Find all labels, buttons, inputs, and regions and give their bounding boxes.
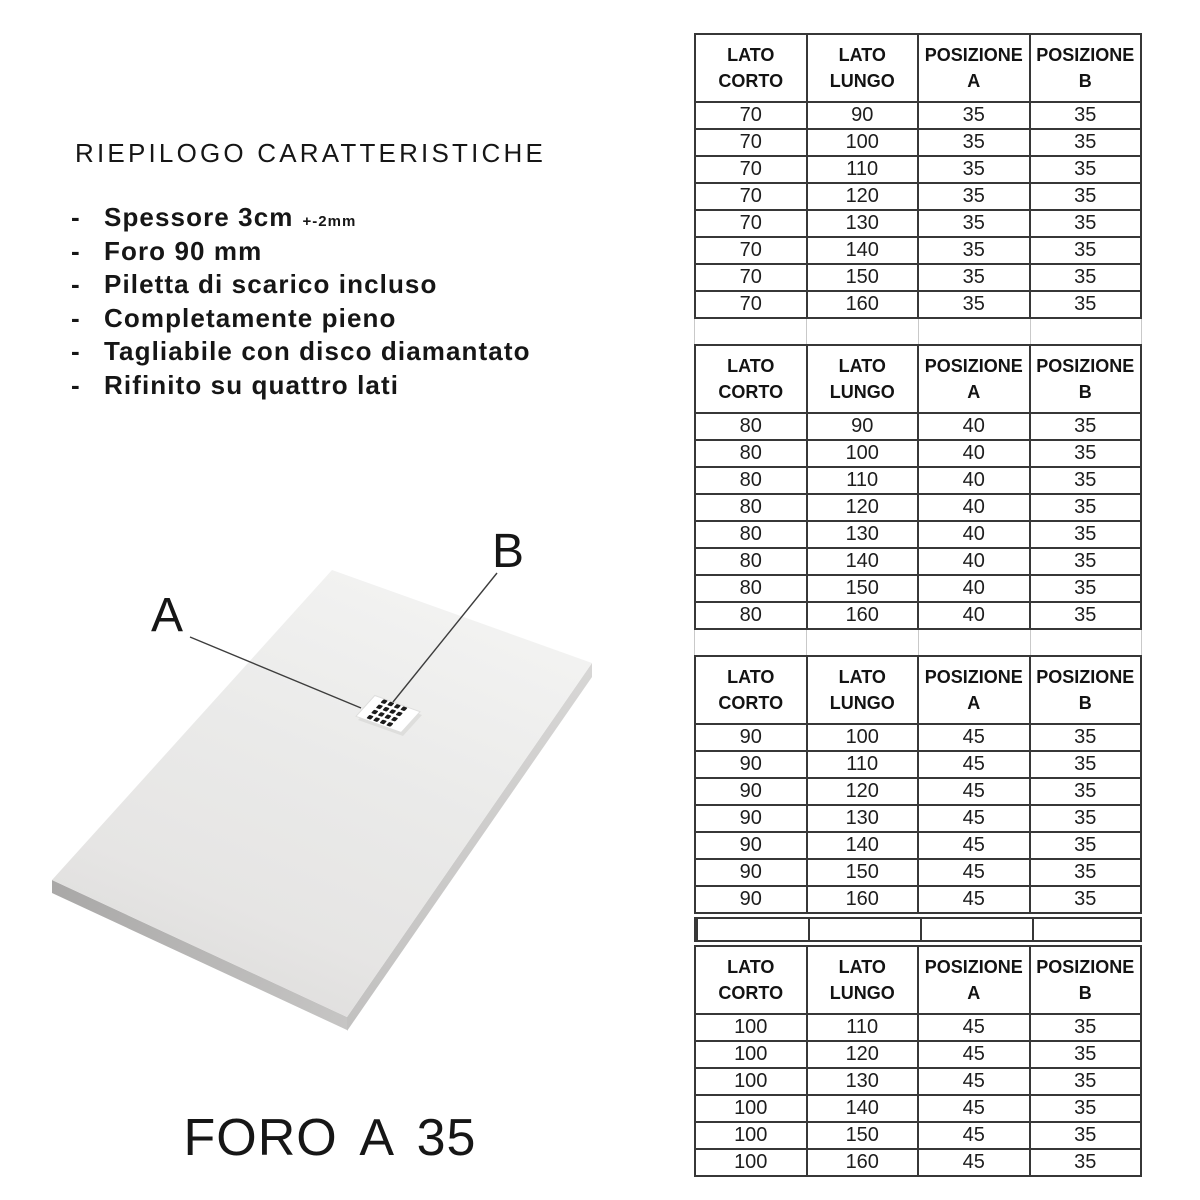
header-row: [695, 656, 1141, 724]
column-header-line2: A: [967, 983, 981, 1003]
size-cell: 45: [918, 1014, 1030, 1041]
size-cell: 35: [1030, 575, 1142, 602]
column-header: [918, 345, 1030, 413]
column-header-line1: POSIZIONE: [1036, 667, 1135, 687]
size-cell: 90: [695, 778, 807, 805]
column-header-line2: B: [1078, 382, 1092, 402]
size-cell: 120: [807, 1041, 919, 1068]
size-row: [695, 494, 1141, 521]
size-table-80: [694, 344, 1142, 630]
column-header-line2: CORTO: [718, 382, 784, 402]
size-row: [695, 1041, 1141, 1068]
size-cell: 35: [1030, 805, 1142, 832]
feature-text: Foro 90 mm: [104, 235, 263, 266]
size-tables: [694, 33, 1142, 1177]
size-cell: 35: [1030, 521, 1142, 548]
size-cell: 70: [695, 129, 807, 156]
column-header-line1: LATO: [727, 667, 775, 687]
column-header-line2: A: [967, 71, 981, 91]
size-table-70: [694, 33, 1142, 319]
column-header: [695, 656, 807, 724]
column-header-line1: POSIZIONE: [924, 667, 1023, 687]
feature-item: [71, 236, 531, 270]
size-cell: 110: [807, 751, 919, 778]
column-header-line1: POSIZIONE: [1036, 356, 1135, 376]
size-cell: 130: [807, 1068, 919, 1095]
column-header-line1: LATO: [838, 957, 886, 977]
size-cell: 90: [695, 859, 807, 886]
feature-bullet: -: [71, 336, 81, 366]
column-header-line2: LUNGO: [829, 693, 895, 713]
size-row: [695, 521, 1141, 548]
size-cell: 40: [918, 548, 1030, 575]
column-header-line1: LATO: [727, 45, 775, 65]
feature-text: Spessore 3cm: [104, 202, 294, 232]
size-cell: 35: [918, 129, 1030, 156]
size-cell: 100: [695, 1095, 807, 1122]
column-header-line1: POSIZIONE: [1036, 45, 1135, 65]
size-cell: 35: [1030, 494, 1142, 521]
size-cell: 35: [1030, 129, 1142, 156]
column-header: [918, 34, 1030, 102]
size-cell: 45: [918, 1068, 1030, 1095]
size-row: [695, 1068, 1141, 1095]
size-cell: 45: [918, 751, 1030, 778]
size-cell: 90: [695, 886, 807, 913]
size-row: [695, 467, 1141, 494]
feature-bullet: -: [71, 269, 81, 299]
size-cell: 35: [1030, 602, 1142, 629]
column-header-line2: LUNGO: [829, 983, 895, 1003]
size-cell: 35: [1030, 467, 1142, 494]
size-cell: 35: [1030, 751, 1142, 778]
size-cell: 140: [807, 548, 919, 575]
size-cell: 80: [695, 575, 807, 602]
feature-text: Piletta di scarico incluso: [104, 269, 438, 299]
size-cell: 70: [695, 237, 807, 264]
size-row: [695, 1149, 1141, 1176]
size-cell: 70: [695, 264, 807, 291]
feature-note: +-2mm: [302, 213, 357, 230]
size-cell: 160: [807, 602, 919, 629]
size-cell: 130: [807, 210, 919, 237]
size-table-90: [694, 655, 1142, 914]
size-row: [695, 264, 1141, 291]
size-cell: 80: [695, 521, 807, 548]
column-header: [1030, 946, 1142, 1014]
header-row: [695, 34, 1141, 102]
size-cell: 35: [918, 291, 1030, 318]
column-header: [695, 946, 807, 1014]
feature-item: [71, 370, 531, 404]
size-cell: 90: [695, 805, 807, 832]
size-row: [695, 183, 1141, 210]
size-cell: 40: [918, 602, 1030, 629]
feature-bullet: -: [71, 235, 81, 266]
size-row: [695, 413, 1141, 440]
size-row: [695, 129, 1141, 156]
size-row: [695, 778, 1141, 805]
feature-list: [71, 202, 531, 403]
size-cell: 70: [695, 291, 807, 318]
size-cell: 150: [807, 575, 919, 602]
size-row: [695, 1122, 1141, 1149]
size-cell: 35: [918, 210, 1030, 237]
size-cell: 140: [807, 832, 919, 859]
size-cell: 40: [918, 494, 1030, 521]
size-cell: 90: [695, 724, 807, 751]
size-cell: 35: [1030, 724, 1142, 751]
size-cell: 100: [695, 1014, 807, 1041]
size-cell: 70: [695, 102, 807, 129]
caption-foro: FORO A 35: [183, 1109, 477, 1167]
column-header-line1: LATO: [838, 356, 886, 376]
size-table-100: [694, 945, 1142, 1177]
size-cell: 35: [1030, 156, 1142, 183]
column-header: [918, 946, 1030, 1014]
size-cell: 80: [695, 413, 807, 440]
drain-label-b: B: [492, 525, 525, 578]
size-cell: 160: [807, 1149, 919, 1176]
size-cell: 40: [918, 575, 1030, 602]
size-cell: 120: [807, 494, 919, 521]
column-header-line2: B: [1078, 71, 1092, 91]
size-cell: 35: [1030, 237, 1142, 264]
size-cell: 45: [918, 886, 1030, 913]
size-cell: 110: [807, 467, 919, 494]
feature-item: [71, 202, 531, 236]
size-cell: 80: [695, 602, 807, 629]
size-cell: 35: [1030, 210, 1142, 237]
table-gap: [694, 630, 1142, 655]
size-cell: 35: [1030, 183, 1142, 210]
size-row: [695, 859, 1141, 886]
size-row: [695, 832, 1141, 859]
feature-item: [71, 303, 531, 337]
size-cell: 100: [695, 1149, 807, 1176]
size-cell: 130: [807, 805, 919, 832]
table-gap: [694, 917, 1142, 942]
size-cell: 90: [807, 102, 919, 129]
size-cell: 35: [1030, 778, 1142, 805]
size-cell: 40: [918, 440, 1030, 467]
size-row: [695, 1095, 1141, 1122]
size-cell: 35: [1030, 832, 1142, 859]
size-cell: 110: [807, 156, 919, 183]
feature-text: Tagliabile con disco diamantato: [104, 336, 531, 366]
column-header-line2: CORTO: [718, 983, 784, 1003]
column-header-line1: POSIZIONE: [924, 45, 1023, 65]
column-header-line1: POSIZIONE: [1036, 957, 1135, 977]
column-header: [1030, 34, 1142, 102]
size-cell: 35: [1030, 859, 1142, 886]
size-cell: 100: [695, 1041, 807, 1068]
column-header-line2: A: [967, 693, 981, 713]
feature-bullet: -: [71, 369, 81, 400]
size-cell: 130: [807, 521, 919, 548]
size-cell: 40: [918, 521, 1030, 548]
size-cell: 45: [918, 1122, 1030, 1149]
size-cell: 35: [918, 183, 1030, 210]
size-cell: 40: [918, 413, 1030, 440]
feature-bullet: -: [71, 202, 81, 232]
size-cell: 80: [695, 440, 807, 467]
column-header-line2: LUNGO: [829, 71, 895, 91]
size-cell: 120: [807, 778, 919, 805]
size-row: [695, 210, 1141, 237]
table-gap: [694, 319, 1142, 344]
size-cell: 35: [1030, 548, 1142, 575]
size-row: [695, 575, 1141, 602]
size-cell: 35: [1030, 1068, 1142, 1095]
size-cell: 45: [918, 1095, 1030, 1122]
size-cell: 100: [807, 129, 919, 156]
size-cell: 90: [695, 751, 807, 778]
size-cell: 35: [1030, 1149, 1142, 1176]
size-cell: 140: [807, 1095, 919, 1122]
size-cell: 45: [918, 1149, 1030, 1176]
column-header-line1: LATO: [838, 45, 886, 65]
column-header-line2: CORTO: [718, 71, 784, 91]
size-cell: 150: [807, 264, 919, 291]
size-cell: 35: [1030, 1122, 1142, 1149]
feature-bullet: -: [71, 302, 81, 333]
size-cell: 40: [918, 467, 1030, 494]
size-cell: 35: [1030, 1014, 1142, 1041]
size-cell: 80: [695, 548, 807, 575]
feature-text: Rifinito su quattro lati: [104, 369, 400, 400]
column-header-line2: LUNGO: [829, 382, 895, 402]
column-header: [695, 345, 807, 413]
column-header-line1: POSIZIONE: [924, 957, 1023, 977]
column-header: [807, 345, 919, 413]
size-cell: 45: [918, 832, 1030, 859]
size-cell: 150: [807, 1122, 919, 1149]
size-cell: 35: [918, 102, 1030, 129]
column-header: [1030, 345, 1142, 413]
size-cell: 35: [1030, 291, 1142, 318]
size-cell: 45: [918, 724, 1030, 751]
column-header-line2: B: [1078, 693, 1092, 713]
size-cell: 45: [918, 859, 1030, 886]
size-cell: 90: [695, 832, 807, 859]
column-header-line2: B: [1078, 983, 1092, 1003]
size-cell: 45: [918, 778, 1030, 805]
size-row: [695, 724, 1141, 751]
size-cell: 160: [807, 291, 919, 318]
size-cell: 150: [807, 859, 919, 886]
size-cell: 45: [918, 805, 1030, 832]
size-row: [695, 1014, 1141, 1041]
size-cell: 140: [807, 237, 919, 264]
column-header: [1030, 656, 1142, 724]
size-cell: 35: [918, 237, 1030, 264]
size-row: [695, 886, 1141, 913]
size-cell: 35: [1030, 1095, 1142, 1122]
column-header: [807, 946, 919, 1014]
feature-item: [71, 336, 531, 370]
page-title: RIEPILOGO CARATTERISTICHE: [75, 138, 547, 168]
size-cell: 100: [807, 724, 919, 751]
header-row: [695, 345, 1141, 413]
size-cell: 110: [807, 1014, 919, 1041]
size-cell: 35: [1030, 886, 1142, 913]
size-row: [695, 440, 1141, 467]
size-cell: 35: [1030, 264, 1142, 291]
feature-item: [71, 269, 531, 303]
column-header: [807, 34, 919, 102]
size-cell: 35: [1030, 102, 1142, 129]
column-header: [807, 656, 919, 724]
size-cell: 35: [918, 156, 1030, 183]
header-row: [695, 946, 1141, 1014]
size-cell: 35: [1030, 440, 1142, 467]
size-row: [695, 751, 1141, 778]
size-cell: 80: [695, 467, 807, 494]
size-row: [695, 102, 1141, 129]
size-cell: 160: [807, 886, 919, 913]
size-row: [695, 602, 1141, 629]
size-row: [695, 548, 1141, 575]
size-cell: 70: [695, 183, 807, 210]
column-header: [695, 34, 807, 102]
size-cell: 70: [695, 210, 807, 237]
size-cell: 80: [695, 494, 807, 521]
feature-text: Completamente pieno: [104, 302, 397, 333]
size-cell: 120: [807, 183, 919, 210]
size-cell: 35: [1030, 413, 1142, 440]
column-header-line1: LATO: [727, 957, 775, 977]
size-cell: 45: [918, 1041, 1030, 1068]
column-header-line1: POSIZIONE: [924, 356, 1023, 376]
size-cell: 70: [695, 156, 807, 183]
size-row: [695, 291, 1141, 318]
size-cell: 100: [695, 1068, 807, 1095]
column-header-line1: LATO: [727, 356, 775, 376]
drain-label-a: A: [151, 589, 184, 642]
size-cell: 35: [918, 264, 1030, 291]
size-row: [695, 156, 1141, 183]
size-cell: 100: [695, 1122, 807, 1149]
column-header: [918, 656, 1030, 724]
column-header-line1: LATO: [838, 667, 886, 687]
size-cell: 90: [807, 413, 919, 440]
shower-tray-illustration: [20, 520, 660, 1080]
column-header-line2: CORTO: [718, 693, 784, 713]
size-row: [695, 805, 1141, 832]
size-cell: 35: [1030, 1041, 1142, 1068]
size-row: [695, 237, 1141, 264]
size-cell: 100: [807, 440, 919, 467]
column-header-line2: A: [967, 382, 981, 402]
